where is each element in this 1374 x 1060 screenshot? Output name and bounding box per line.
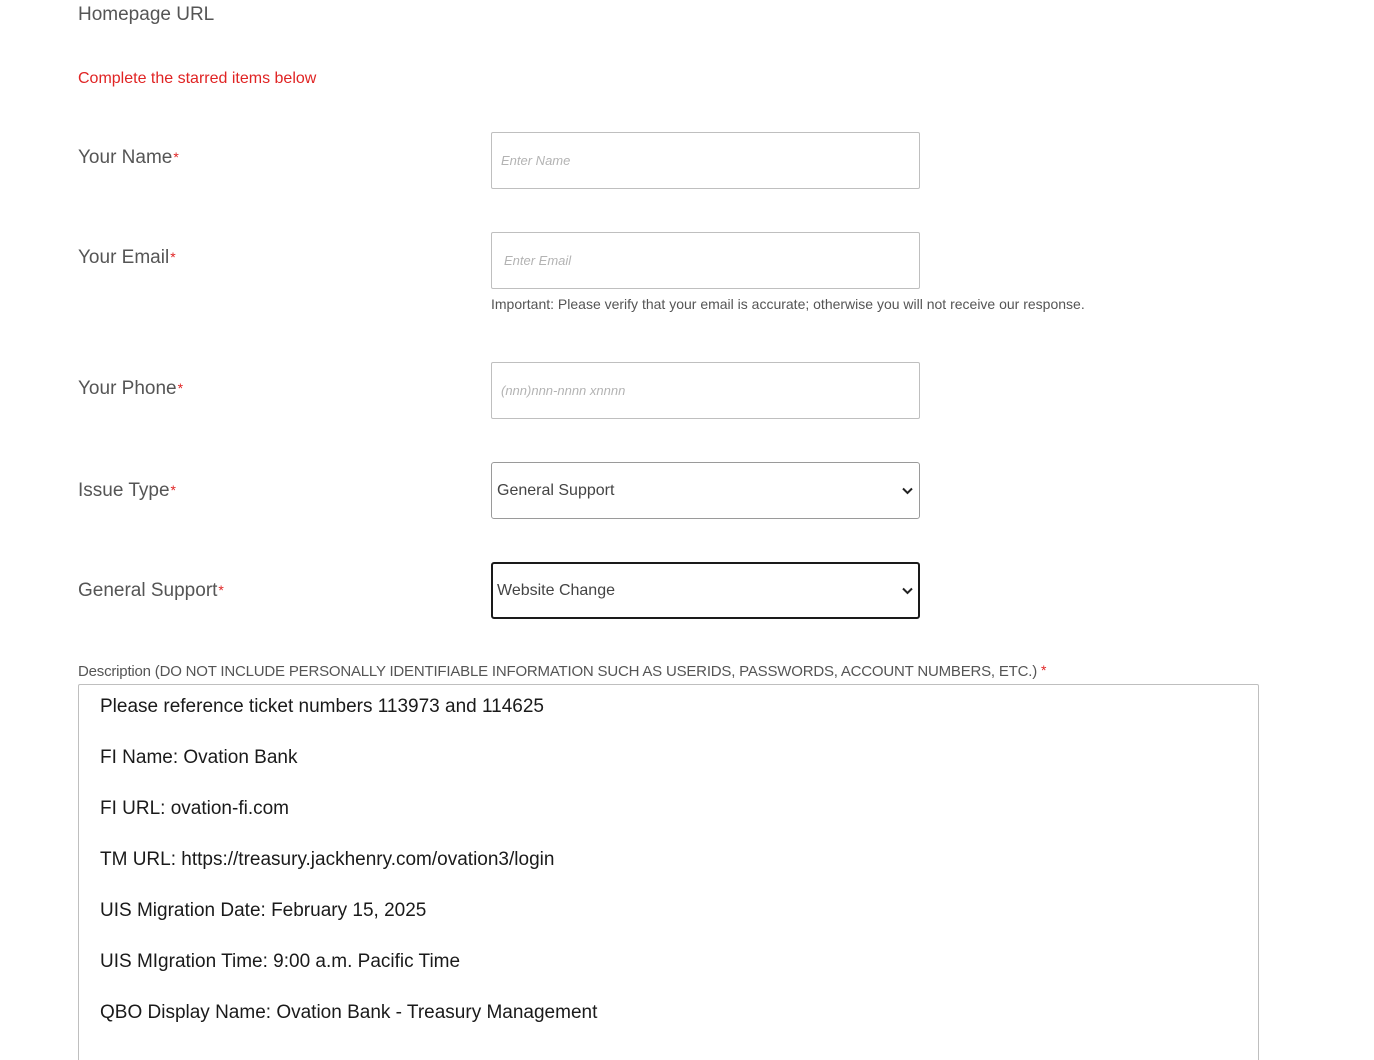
email-label-text: Your Email: [78, 247, 170, 268]
email-label: [78, 247, 176, 269]
name-input[interactable]: [491, 132, 920, 189]
description-line: UIS MIgration Time: 9:00 a.m. Pacific Time: [100, 951, 461, 972]
email-input[interactable]: [491, 232, 920, 289]
required-marker: *: [218, 582, 224, 598]
description-line: TM URL: https://treasury.jackhenry.com/ovation3/login: [100, 849, 555, 870]
required-marker: *: [177, 380, 184, 396]
name-label-text: Your Name: [78, 147, 173, 168]
description-line: QBO Display Name: Ovation Bank - Treasury Management: [100, 1002, 598, 1023]
required-notice: Complete the starred items below: [78, 70, 317, 87]
issue-type-label: [78, 480, 176, 502]
description-label: [78, 663, 1046, 680]
general-support-selected-value: Website Change: [497, 581, 615, 599]
homepage-url-label: Homepage URL: [78, 4, 215, 25]
general-support-select[interactable]: [491, 562, 920, 619]
description-line: Please reference ticket numbers 113973 and 114625: [100, 696, 544, 717]
chevron-down-icon: [901, 485, 913, 497]
description-label-text: Description (DO NOT INCLUDE PERSONALLY IDENTIFIABLE INFORMATION SUCH AS USERIDS, PASSWORDS, ACCOUNT NUMBERS, ETC.): [78, 663, 1038, 680]
required-marker: *: [1041, 662, 1047, 678]
required-marker: *: [170, 482, 176, 498]
description-line: FI URL: ovation-fi.com: [100, 798, 289, 819]
issue-type-label-text: Issue Type: [78, 480, 170, 501]
name-label: [78, 147, 179, 169]
chevron-down-icon: [901, 585, 913, 597]
description-textarea[interactable]: [78, 684, 1259, 1060]
phone-label: [78, 378, 183, 400]
phone-label-text: Your Phone: [78, 378, 177, 399]
description-line: UIS Migration Date: February 15, 2025: [100, 900, 427, 921]
required-marker: *: [173, 149, 179, 165]
description-line: FI Name: Ovation Bank: [100, 747, 298, 768]
general-support-label-text: General Support: [78, 580, 218, 601]
required-marker: *: [170, 249, 176, 265]
email-help-text: Important: Please verify that your email is accurate; otherwise you will not receive our response.: [491, 296, 1085, 312]
issue-type-select[interactable]: [491, 462, 920, 519]
phone-input[interactable]: [491, 362, 920, 419]
issue-type-selected-value: General Support: [497, 481, 615, 499]
general-support-label: [78, 580, 224, 602]
